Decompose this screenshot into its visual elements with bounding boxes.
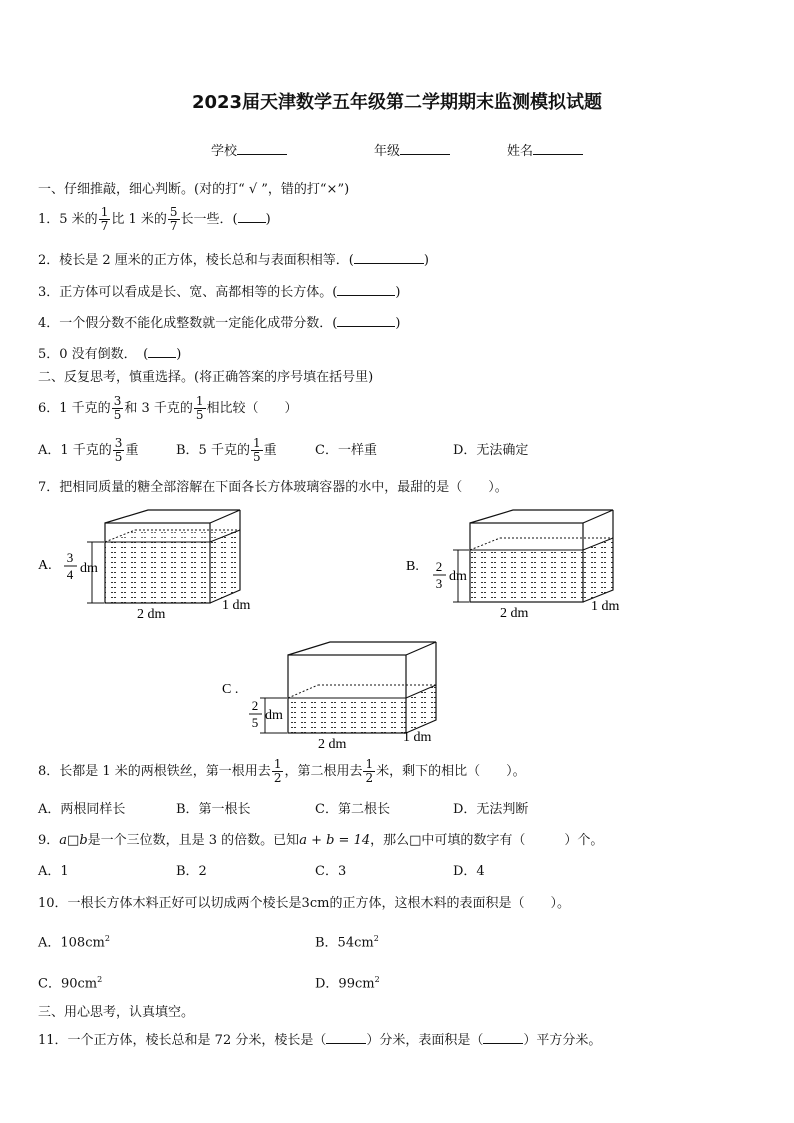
q4-answer-blank[interactable] [337,313,395,327]
section-2-heading: 二、反复思考，慎重选择。(将正确答案的序号填在括号里) [38,370,374,385]
section-1-heading: 一、仔细推敲，细心判断。(对的打“ √ ”，错的打“×”) [38,182,350,197]
q7-label-a: A. [38,558,52,573]
q1-fraction-2: $\frac{5}{7}$ [169,205,178,233]
q7-a-length: 2 dm [137,607,166,622]
question-1: 1．5 米的 $\frac{1}{7}$ 比 1 米的 $\frac{5}{7}$ 长一些．( ) [38,205,271,233]
q7-figure-b[interactable] [406,510,620,621]
school-field [211,141,287,161]
q9-option-a[interactable]: A．1 [38,864,69,879]
q8-option-a[interactable]: A．两根同样长 [38,802,126,817]
q8-option-b[interactable]: B．第一根长 [176,802,251,817]
q9-equation: a + b = 14 [299,833,371,848]
question-8: 8．长都是 1 米的两根铁丝，第一根用去 $\frac{1}{2}$ ，第二根用去 $\frac{1}{2}$ 米，剩下的相比（ ）。 [38,757,526,785]
name-label: 姓名 [507,144,534,159]
q9-option-d[interactable]: D．4 [453,864,485,879]
q7-b-length: 2 dm [500,606,529,621]
q7-figure-c[interactable] [222,642,436,752]
q1-text-a: 5 米的 [59,212,98,227]
grade-blank[interactable] [400,141,450,155]
q7-a-width: 1 dm [222,598,251,613]
q6-fraction-1: $\frac{3}{5}$ [113,394,122,422]
question-7: 7．把相同质量的糖全部溶解在下面各长方体玻璃容器的水中，最甜的是（ ）。 [38,480,508,495]
q10-edge-length: 3cm [301,896,330,911]
grade-field [374,141,450,161]
question-10: 10．一根长方体木料正好可以切成两个棱长是3cm的正方体，这根木料的表面积是（ ）。 [38,896,570,911]
q10-option-c[interactable]: C．$90cm^2$ [38,975,103,992]
q9-number-abc: a□b [59,833,88,848]
q8-option-c[interactable]: C．第二根长 [315,802,390,817]
q10-option-b[interactable]: B．$54cm^2$ [315,934,379,951]
question-9: 9．a□b是一个三位数，且是 3 的倍数。已知a + b = 14，那么□中可填的数字有（ ）个。 [38,833,604,848]
q5-answer-blank[interactable] [148,344,176,358]
q11-area-blank[interactable] [483,1030,523,1044]
q6-option-c[interactable]: C．一样重 [315,443,377,458]
q7-b-dm: dm [449,569,467,584]
q10-option-a[interactable]: A．$108cm^2$ [38,934,110,951]
question-3: 3．正方体可以看成是长、宽、高都相等的长方体。( ) [38,282,400,302]
grade-label: 年级 [374,144,401,159]
q11-edge-blank[interactable] [326,1030,366,1044]
q2-answer-blank[interactable] [354,250,424,264]
q1-answer-blank[interactable] [238,209,266,223]
q7-c-height-num: 2 [251,698,259,713]
q6-option-b[interactable]: B．5 千克的 $\frac{1}{5}$ 重 [176,436,277,464]
q7-figure-a[interactable] [38,510,251,622]
q7-c-width: 1 dm [403,730,432,745]
school-label: 学校 [211,144,238,159]
q7-c-height-den: 5 [251,715,259,730]
question-11: 11．一个正方体，棱长总和是 72 分米，棱长是（ ）分米，表面积是（ ）平方分米。 [38,1030,601,1050]
q1-text-b: 比 1 米的 [111,212,167,227]
name-blank[interactable] [533,141,583,155]
q7-a-height-num: 3 [66,550,74,565]
q7-b-height-den: 3 [435,576,443,591]
q6-option-a[interactable]: A．1 千克的 $\frac{3}{5}$ 重 [38,436,139,464]
q1-text-c: 长一些．( [180,212,238,227]
q6-option-d[interactable]: D．无法确定 [453,443,529,458]
q7-figures [0,505,794,785]
q1-fraction-1: $\frac{1}{7}$ [100,205,109,233]
question-6: 6．1 千克的 $\frac{3}{5}$ 和 3 千克的 $\frac{1}{5}$ 相比较（ ） [38,394,298,422]
q7-a-height-den: 4 [66,567,74,582]
question-5: 5．0 没有倒数． ( ) [38,344,181,364]
q3-answer-blank[interactable] [337,282,395,296]
q10-option-d[interactable]: D．$99cm^2$ [315,975,380,992]
q7-label-b: B. [406,559,419,574]
q7-c-length: 2 dm [318,737,347,752]
q7-label-c: C . [222,682,239,697]
q9-option-b[interactable]: B．2 [176,864,207,879]
q7-b-height-num: 2 [435,559,443,574]
question-4: 4．一个假分数不能化成整数就一定能化成带分数．( ) [38,313,400,333]
q9-option-c[interactable]: C．3 [315,864,347,879]
q7-b-width: 1 dm [591,599,620,614]
name-field [507,141,583,161]
q1-number: 1． [38,212,60,227]
q8-option-d[interactable]: D．无法判断 [453,802,529,817]
section-3-heading: 三、用心思考，认真填空。 [38,1005,195,1020]
question-2: 2．棱长是 2 厘米的正方体，棱长总和与表面积相等．( ) [38,250,429,270]
q6-fraction-2: $\frac{1}{5}$ [195,394,204,422]
q7-a-dm: dm [80,561,98,576]
school-blank[interactable] [237,141,287,155]
page-title: 2023届天津数学五年级第二学期期末监测模拟试题 [191,92,603,113]
q7-c-dm: dm [265,708,283,723]
